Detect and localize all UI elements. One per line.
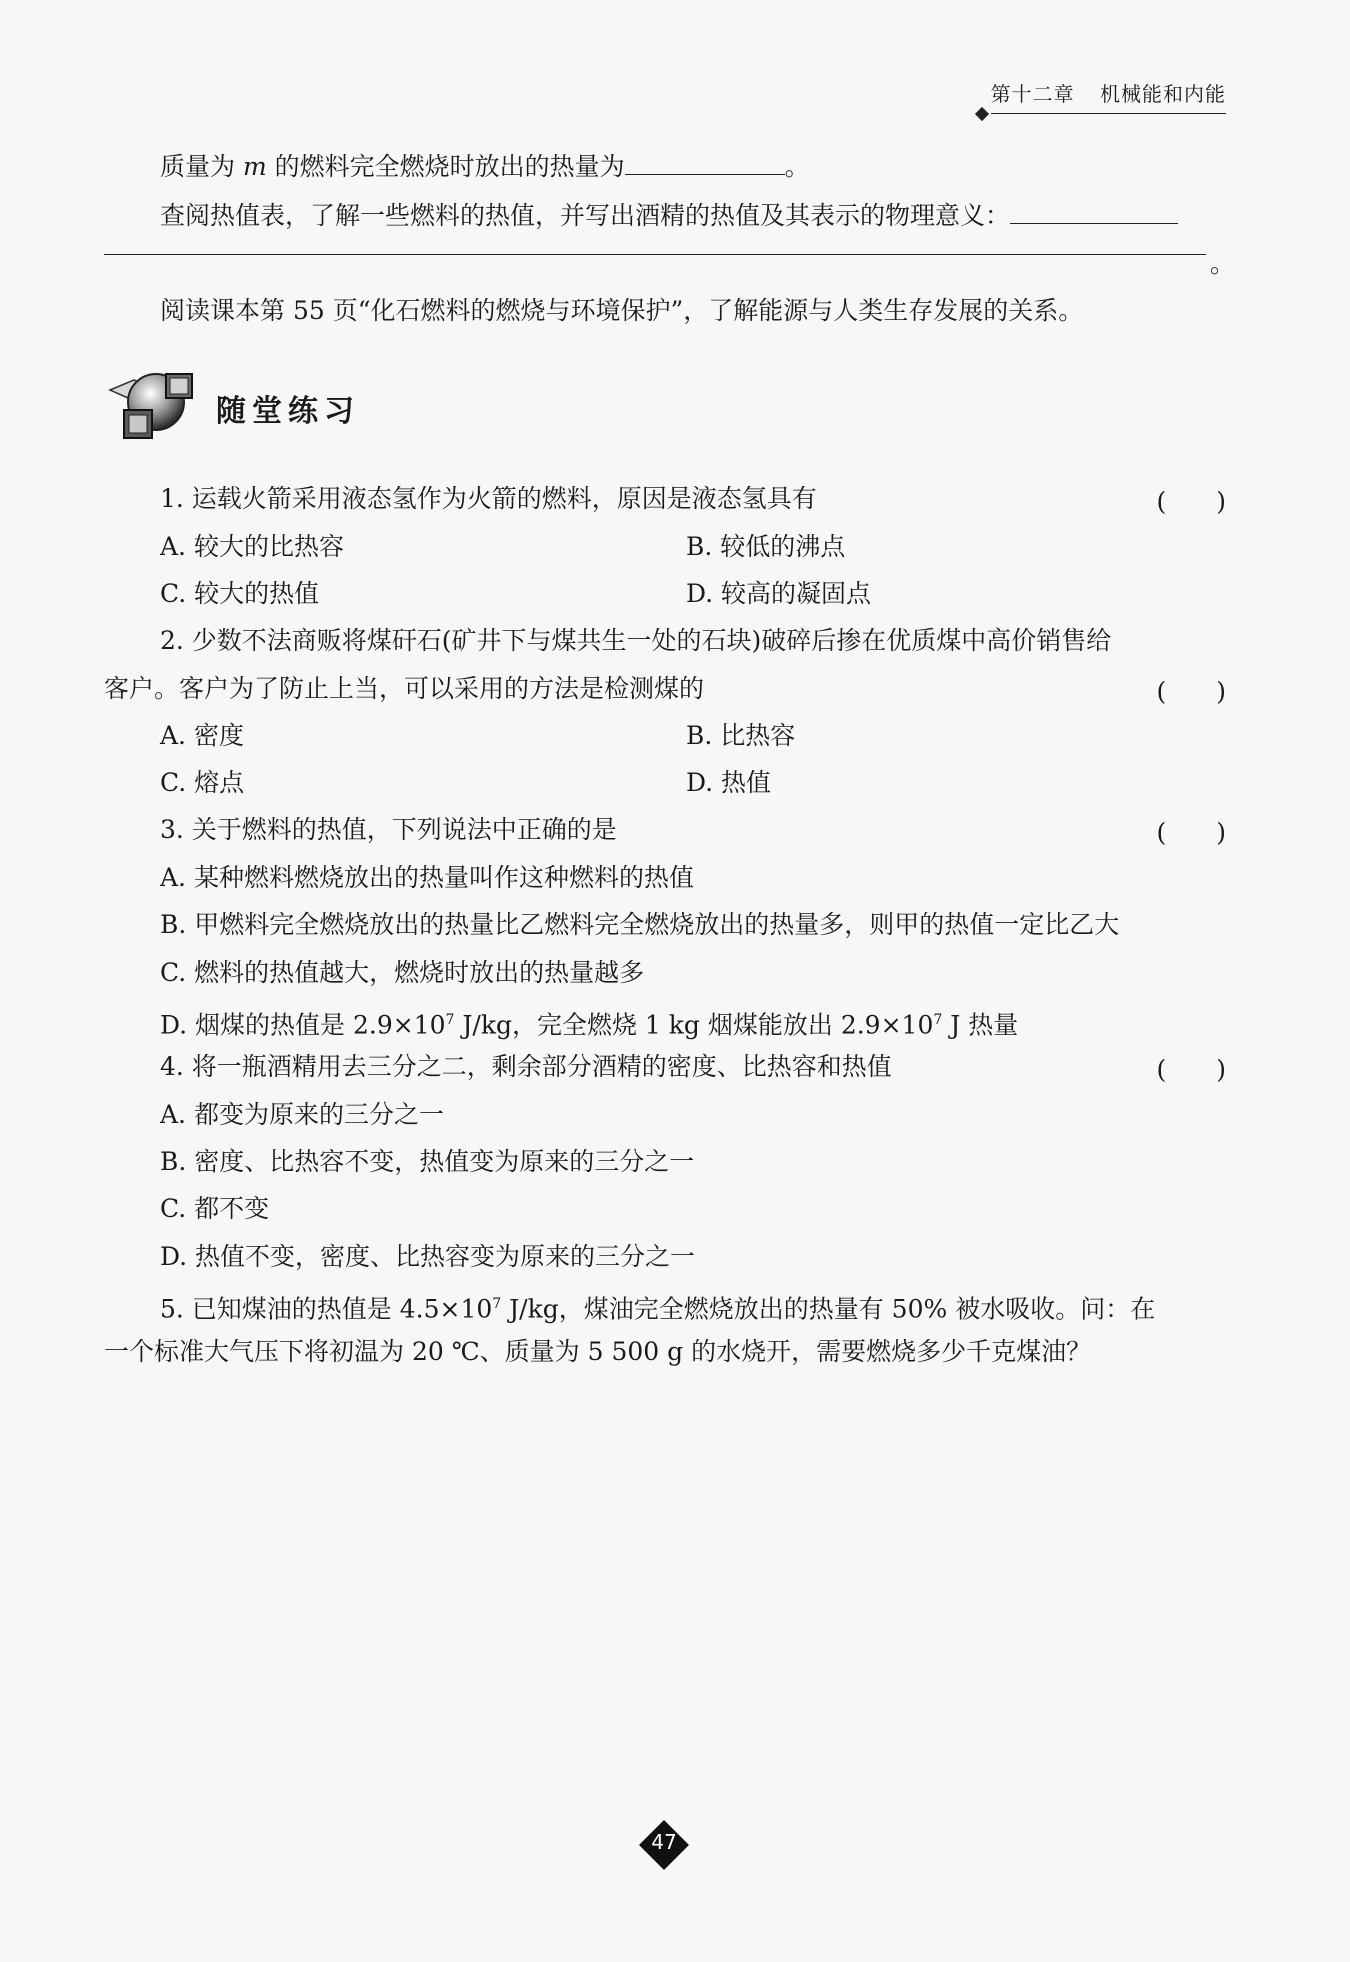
option-d: D. 较高的凝固点: [686, 579, 872, 608]
intro-line-2: [160, 199, 1178, 233]
option-d-text: D. 烟煤的热值是 2.9×10: [160, 1010, 446, 1040]
option-a: A. 都变为原来的三分之一: [160, 1100, 444, 1129]
question-5-stem: [160, 1287, 1155, 1326]
question-5-text: 5. 已知煤油的热值是 4.5×10: [160, 1294, 493, 1324]
question-4-stem: 4. 将一瓶酒精用去三分之二，剩余部分酒精的密度、比热容和热值: [160, 1052, 892, 1081]
chapter-title: 机械能和内能: [1100, 82, 1226, 106]
practice-section-icon: [104, 362, 204, 444]
question-3-stem: 3. 关于燃料的热值，下列说法中正确的是: [160, 815, 617, 844]
intro-text: 质量为: [160, 152, 243, 181]
option-d-text: J/kg，完全燃烧 1 kg 烟煤能放出 2.9×10: [454, 1010, 934, 1040]
answer-parentheses[interactable]: ( ): [1156, 677, 1226, 706]
option-d: D. 热值: [686, 768, 772, 797]
question-2-stem: 2. 少数不法商贩将煤矸石(矿井下与煤共生一处的石块)破碎后掺在优质煤中高价销售给: [160, 626, 1112, 655]
option-b: B. 密度、比热容不变，热值变为原来的三分之一: [160, 1147, 695, 1176]
option-c: C. 都不变: [160, 1194, 270, 1223]
intro-period: 。: [1210, 249, 1236, 278]
option-a: A. 某种燃料燃烧放出的热量叫作这种燃料的热值: [160, 863, 694, 892]
answer-blank-full-line[interactable]: [104, 254, 1206, 255]
exponent: 7: [445, 1012, 455, 1028]
option-d-text: J 热量: [942, 1010, 1019, 1040]
answer-parentheses[interactable]: ( ): [1156, 487, 1226, 516]
question-5-stem-cont: 一个标准大气压下将初温为 20 ℃、质量为 5 500 g 的水烧开，需要燃烧多少千克煤油？: [104, 1337, 1092, 1366]
question-2-stem-cont: 客户。客户为了防止上当，可以采用的方法是检测煤的: [104, 674, 705, 703]
question-5-text: J/kg，煤油完全燃烧放出的热量有 50% 被水吸收。问：在: [501, 1294, 1156, 1324]
exponent: 7: [492, 1296, 502, 1312]
page-number-badge: [637, 1818, 691, 1872]
answer-blank[interactable]: [1010, 199, 1178, 224]
page-header: [991, 78, 1226, 114]
option-a: A. 较大的比热容: [160, 532, 344, 561]
intro-text: 。: [784, 152, 810, 181]
question-1-stem: 1. 运载火箭采用液态氢作为火箭的燃料，原因是液态氢具有: [160, 484, 817, 513]
section-title: 随堂练习: [216, 394, 360, 429]
variable-m: m: [242, 152, 267, 181]
intro-line-4: 阅读课本第 55 页“化石燃料的燃烧与环境保护”，了解能源与人类生存发展的关系。: [160, 296, 1084, 325]
option-a: A. 密度: [160, 721, 244, 750]
exponent: 7: [933, 1012, 943, 1028]
answer-parentheses[interactable]: ( ): [1156, 818, 1226, 847]
answer-blank[interactable]: [625, 150, 785, 175]
chapter-number: 第十二章: [990, 82, 1075, 106]
intro-text: 查阅热值表，了解一些燃料的热值，并写出酒精的热值及其表示的物理意义：: [160, 201, 1011, 230]
option-b: B. 较低的沸点: [686, 532, 846, 561]
diamond-icon: [975, 107, 989, 121]
page-number: 47: [651, 1830, 677, 1854]
option-c: C. 燃料的热值越大，燃烧时放出的热量越多: [160, 958, 645, 987]
option-d: [160, 1003, 1018, 1042]
option-c: C. 较大的热值: [160, 579, 320, 608]
option-b: B. 比热容: [686, 721, 796, 750]
option-b: B. 甲燃料完全燃烧放出的热量比乙燃料完全燃烧放出的热量多，则甲的热值一定比乙大: [160, 910, 1120, 939]
option-d: D. 热值不变，密度、比热容变为原来的三分之一: [160, 1242, 696, 1271]
intro-line-1: [160, 150, 810, 184]
answer-parentheses[interactable]: ( ): [1156, 1055, 1226, 1084]
intro-text: 的燃料完全燃烧时放出的热量为: [266, 152, 625, 181]
option-c: C. 熔点: [160, 768, 245, 797]
